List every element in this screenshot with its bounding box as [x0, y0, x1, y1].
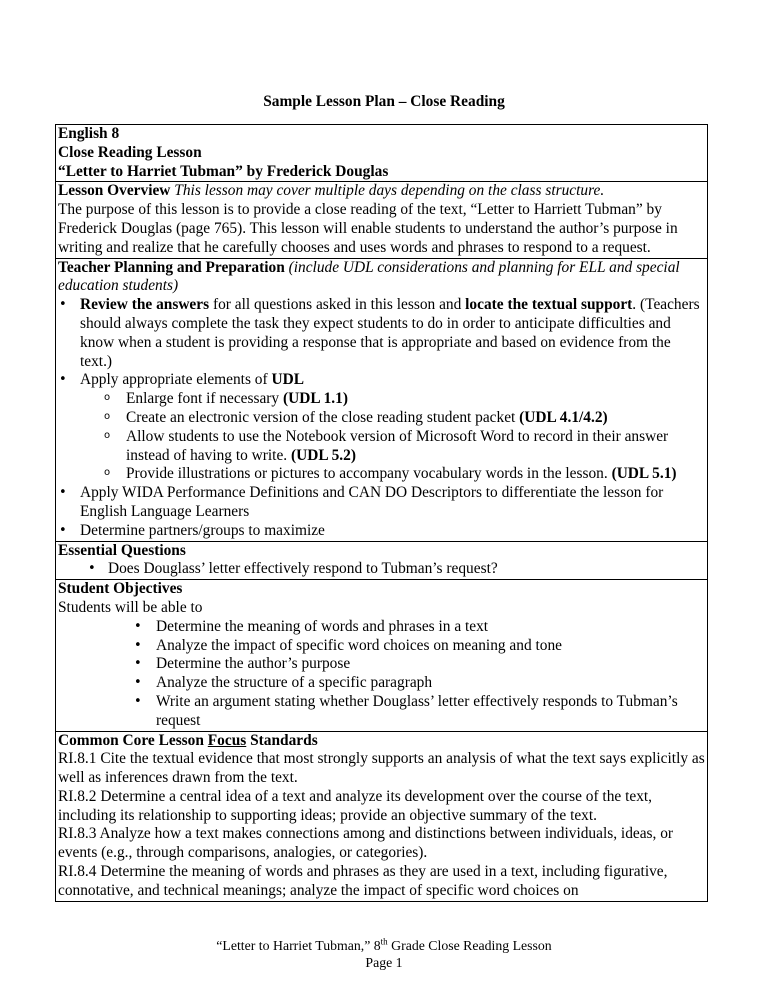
- list-item: • Analyze the impact of specific word choices on meaning and tone: [58, 637, 706, 656]
- standards-heading: Common Core Lesson Focus Standards: [58, 731, 318, 749]
- standard-item: RI.8.3 Analyze how a text makes connections among and distinctions between individuals, ideas, or events (e.g., through comparisons, analogies, or categories).: [58, 825, 674, 862]
- standard-item: RI.8.1 Cite the textual evidence that most strongly supports an analysis of what the text says explicitly as well as inferences drawn from the text.: [58, 750, 705, 787]
- list-item: o Allow students to use the Notebook version of Microsoft Word to record in their answer instead of having to write. (UDL 5.2): [80, 428, 706, 466]
- lesson-plan-table: [55, 124, 708, 902]
- planning-cell: [56, 258, 707, 541]
- overview-heading: Lesson Overview: [58, 182, 171, 200]
- page-number: Page 1: [365, 955, 403, 970]
- list-item: o Provide illustrations or pictures to accompany vocabulary words in the lesson. (UDL 5.1): [80, 465, 706, 484]
- objectives-intro: Students will be able to: [58, 598, 203, 616]
- list-item: • Determine the author’s purpose: [58, 655, 706, 674]
- objectives-cell: [56, 579, 707, 730]
- page-footer: [0, 937, 768, 971]
- list-item: • Analyze the structure of a specific paragraph: [58, 674, 706, 693]
- header-cell: [56, 125, 707, 181]
- document-title: Sample Lesson Plan – Close Reading: [263, 93, 505, 110]
- lesson-type-label: Close Reading Lesson: [58, 143, 202, 161]
- overview-body: The purpose of this lesson is to provide a close reading of the text, “Letter to Harriett Tubman” by Frederick Douglas (page 765). This lesson will enable students to understand the author’s purpose in writing and realize that he carefully chooses and uses words and phrases to respond to a request.: [58, 201, 678, 256]
- planning-note: (include UDL considerations and planning for ELL and special education students): [58, 258, 680, 295]
- planning-list: [58, 296, 706, 540]
- standard-item: RI.8.4 Determine the meaning of words and phrases as they are used in a text, including figurative, connotative, and technical meanings; analyze the impact of specific word choices on: [58, 863, 668, 899]
- footer-title: “Letter to Harriet Tubman,” 8th Grade Close Reading Lesson: [216, 936, 552, 953]
- essential-questions-heading: Essential Questions: [58, 541, 186, 559]
- essential-questions-cell: [56, 541, 707, 580]
- grade-label: English 8: [58, 125, 120, 142]
- standard-item: RI.8.2 Determine a central idea of a text and analyze its development over the course of the text, including its relationship to supporting ideas; provide an objective summary of the text.: [58, 787, 653, 824]
- udl-sublist: [80, 390, 706, 484]
- list-item: • Review the answers for all questions asked in this lesson and locate the textual support. (Teachers should always complete the task they expect students to do in order to anticipate difficulties and know when a student is providing a response that is appropriate and based on evidence from the text.): [58, 296, 706, 371]
- list-item: • Determine the meaning of words and phrases in a text: [58, 618, 706, 637]
- overview-note: This lesson may cover multiple days depending on the class structure.: [174, 182, 605, 200]
- list-item: • Apply appropriate elements of UDL o Enlarge font if necessary (UDL 1.1) o Create an electronic version of the close reading student packet (UDL 4.1/4.2) o Allow students to use the Notebook version of Microsoft Word to record in their answer instead of having to write. (UDL 5.2) o Provide illustrations or pictures to accompany vocabulary words in the lesson. (UDL 5.1): [58, 371, 706, 484]
- essential-question-item: • Does Douglass’ letter effectively respond to Tubman’s request?: [58, 560, 706, 579]
- overview-cell: [56, 181, 707, 257]
- list-item: • Determine partners/groups to maximize: [58, 522, 706, 541]
- objectives-heading: Student Objectives: [58, 580, 183, 598]
- list-item: • Apply WIDA Performance Definitions and CAN DO Descriptors to differentiate the lesson for English Language Learners: [58, 484, 706, 522]
- standards-cell: [56, 731, 707, 901]
- list-item: o Create an electronic version of the close reading student packet (UDL 4.1/4.2): [80, 409, 706, 428]
- planning-heading: Teacher Planning and Preparation: [58, 258, 285, 276]
- list-item: • Write an argument stating whether Douglass’ letter effectively responds to Tubman’s request: [58, 693, 706, 731]
- objectives-list: [58, 618, 706, 731]
- list-item: o Enlarge font if necessary (UDL 1.1): [80, 390, 706, 409]
- text-title-label: “Letter to Harriet Tubman” by Frederick Douglas: [58, 162, 389, 180]
